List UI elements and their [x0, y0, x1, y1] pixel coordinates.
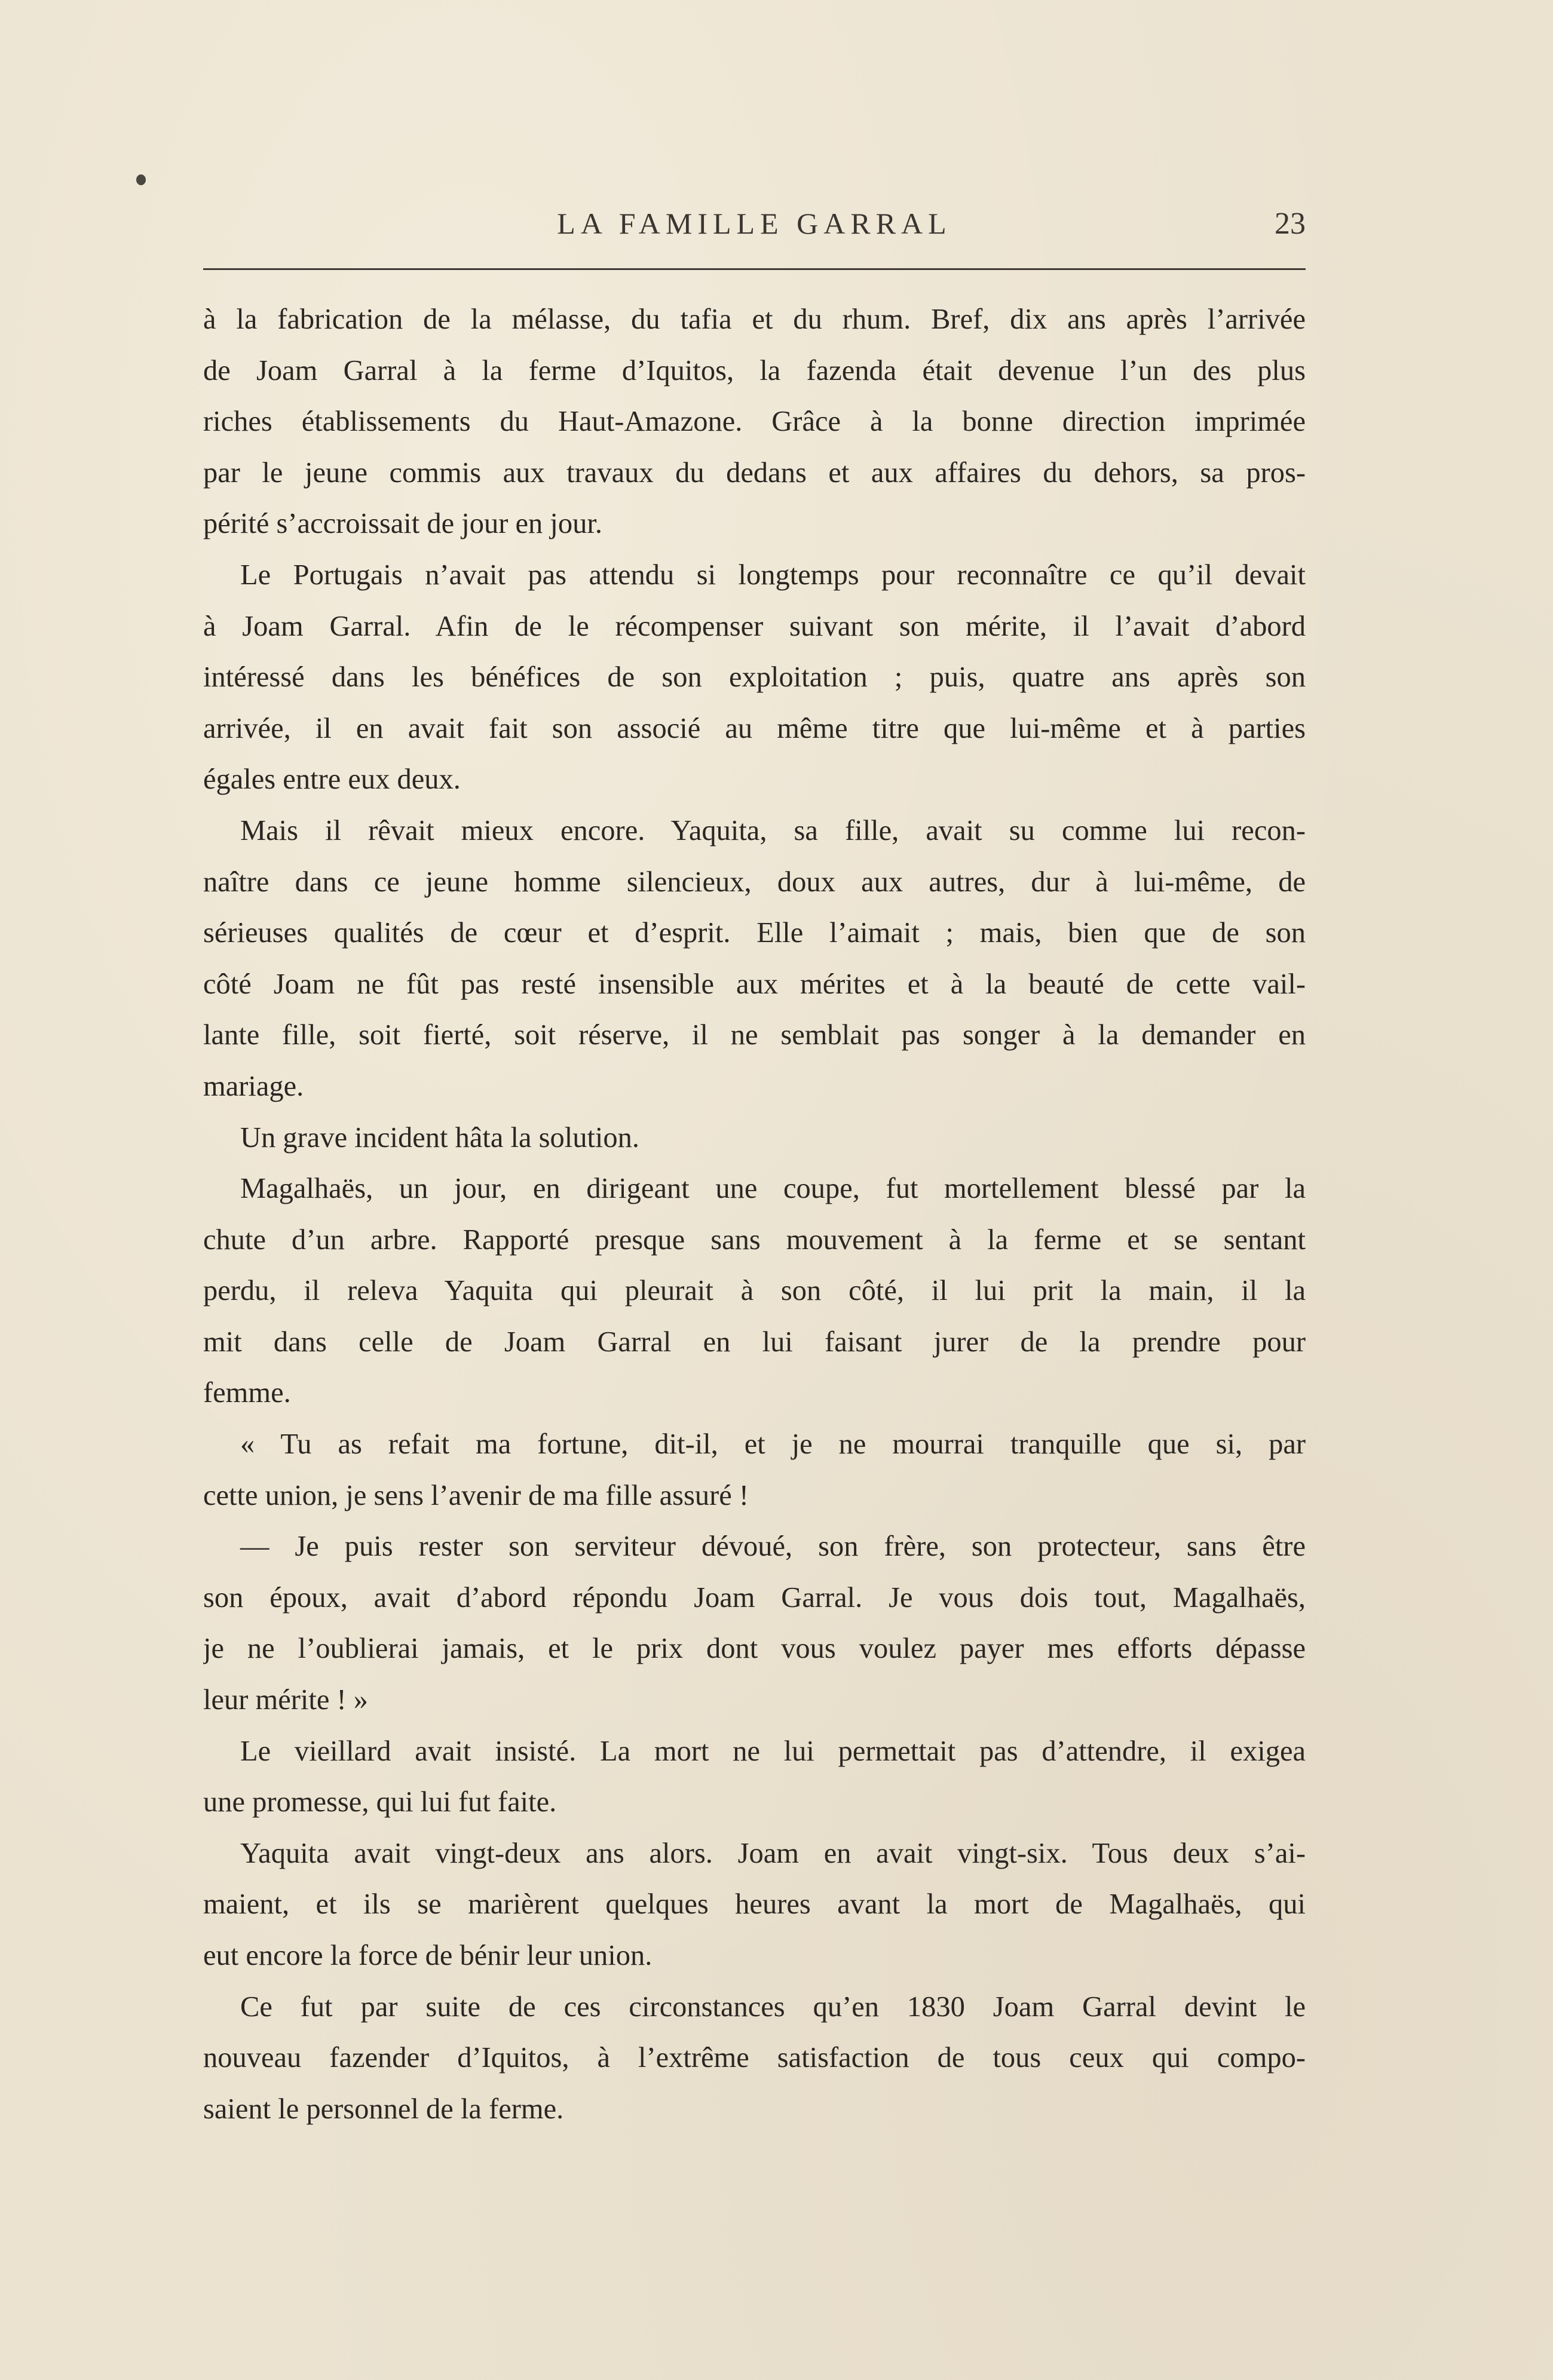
text-line: Yaquita avait vingt-deux ans alors. Joam en avait vingt-six. Tous deux s’ai- [240, 1837, 1306, 1869]
text-line: périté s’accroissait de jour en jour. [203, 508, 602, 540]
text-line: mit dans celle de Joam Garral en lui faisant jurer de la prendre pour [203, 1326, 1306, 1358]
text-line: sérieuses qualités de cœur et d’esprit. Elle l’aimait ; mais, bien que de son [203, 917, 1306, 949]
text-line: nouveau fazender d’Iquitos, à l’extrême satisfaction de tous ceux qui compo- [203, 2042, 1306, 2074]
paragraph [203, 1163, 1306, 1419]
text-line: une promesse, qui lui fut faite. [203, 1786, 557, 1818]
text-line: à Joam Garral. Afin de le récompenser suivant son mérite, il l’avait d’abord [203, 610, 1306, 642]
text-line: Magalhaës, un jour, en dirigeant une coupe, fut mortellement blessé par la [240, 1173, 1306, 1205]
text-line: intéressé dans les bénéfices de son exploitation ; puis, quatre ans après son [203, 661, 1306, 694]
text-line: arrivée, il en avait fait son associé au même titre que lui-même et à parties [203, 712, 1306, 744]
text-line: mariage. [203, 1070, 304, 1102]
text-line: eut encore la force de bénir leur union. [203, 1940, 653, 1971]
text-line: maient, et ils se marièrent quelques heures avant la mort de Magalhaës, qui [203, 1888, 1306, 1921]
header-rule [203, 268, 1306, 270]
paragraph [203, 550, 1306, 805]
text-line: riches établissements du Haut-Amazone. Grâce à la bonne direction imprimée [203, 406, 1306, 438]
text-line: perdu, il releva Yaquita qui pleurait à son côté, il lui prit la main, il la [203, 1275, 1306, 1307]
text-line: femme. [203, 1377, 291, 1409]
text-line: Ce fut par suite de ces circonstances qu’en 1830 Joam Garral devint le [240, 1991, 1306, 2023]
page-number: 23 [1275, 207, 1306, 241]
text-line: son époux, avait d’abord répondu Joam Garral. Je vous dois tout, Magalhaës, [203, 1581, 1306, 1614]
text-line: côté Joam ne fût pas resté insensible aux mérites et à la beauté de cette vail- [203, 968, 1306, 1000]
text-line: leur mérite ! » [203, 1684, 369, 1716]
text-line: chute d’un arbre. Rapporté presque sans mouvement à la ferme et se sentant [203, 1223, 1306, 1256]
paragraph [203, 1726, 1306, 1828]
text-line: « Tu as refait ma fortune, dit-il, et je ne mourrai tranquille que si, par [240, 1428, 1306, 1461]
paragraph [203, 1112, 1306, 1164]
running-title: LA FAMILLE GARRAL [557, 207, 952, 240]
text-line: Le Portugais n’avait pas attendu si longtemps pour reconnaître ce qu’il devait [240, 559, 1306, 591]
text-line: cette union, je sens l’avenir de ma fille assuré ! [203, 1479, 749, 1511]
paragraph [203, 1521, 1306, 1725]
text-line: Le vieillard avait insisté. La mort ne lui permettait pas d’attendre, il exigea [240, 1735, 1306, 1767]
paragraph [203, 1828, 1306, 1982]
text-line: de Joam Garral à la ferme d’Iquitos, la fazenda était devenue l’un des plus [203, 354, 1306, 387]
paragraph [203, 1419, 1306, 1521]
paragraph [203, 805, 1306, 1112]
body-text [203, 294, 1306, 2134]
text-line: je ne l’oublierai jamais, et le prix dont vous voulez payer mes efforts dépasse [203, 1633, 1306, 1665]
text-line: à la fabrication de la mélasse, du tafia et du rhum. Bref, dix ans après l’arrivée [203, 303, 1306, 335]
ink-speck [136, 174, 146, 185]
text-line: lante fille, soit fierté, soit réserve, il ne semblait pas songer à la demander en [203, 1019, 1306, 1051]
text-line: égales entre eux deux. [203, 763, 461, 796]
paragraph [203, 294, 1306, 550]
text-line: — Je puis rester son serviteur dévoué, son frère, son protecteur, sans être [240, 1531, 1306, 1563]
text-line: naître dans ce jeune homme silencieux, doux aux autres, dur à lui-même, de [203, 866, 1306, 898]
running-header [203, 206, 1306, 254]
text-line: Mais il rêvait mieux encore. Yaquita, sa fille, avait su comme lui recon- [240, 814, 1306, 847]
text-line: Un grave incident hâta la solution. [240, 1121, 640, 1154]
text-line: par le jeune commis aux travaux du dedans et aux affaires du dehors, sa pros- [203, 456, 1306, 489]
paragraph [203, 1982, 1306, 2135]
text-line: saient le personnel de la ferme. [203, 2093, 564, 2125]
